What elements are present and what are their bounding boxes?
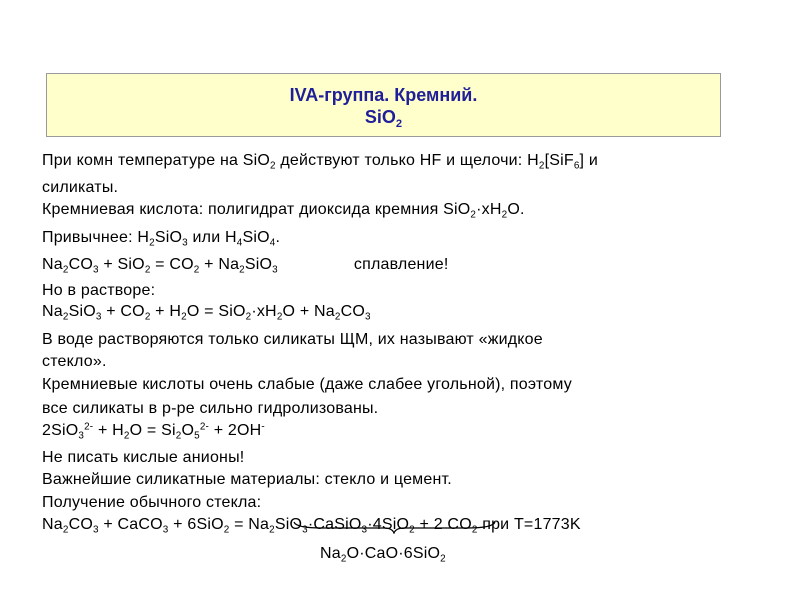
- text-run: SiO: [68, 303, 96, 320]
- text-run: + 2 CO: [414, 516, 472, 533]
- subscript: 2: [440, 553, 446, 565]
- subscript: 2: [181, 311, 187, 323]
- text-run: SiO: [242, 229, 270, 246]
- subscript: 2: [62, 264, 69, 276]
- subscript: 2: [239, 264, 245, 276]
- text-run: сплавление!: [353, 256, 449, 273]
- text-line: [42, 421, 265, 441]
- subscript: 6: [573, 160, 580, 172]
- subscript: 2: [245, 311, 252, 323]
- slide-title: IVA-группа. Кремний.: [289, 85, 478, 105]
- text-run: Но в растворе:: [42, 282, 156, 299]
- text-run: CO: [340, 303, 365, 320]
- text-line: [42, 352, 107, 372]
- subscript: 3: [365, 311, 371, 323]
- subscript: 4: [236, 237, 243, 249]
- text-run: При комн температуре на SiO: [42, 152, 271, 169]
- text-line: [42, 151, 598, 171]
- text-run: действуют только HF и щелочи: H: [275, 152, 539, 169]
- text-run: O = Si: [129, 422, 176, 439]
- subscript: 2: [62, 311, 69, 323]
- text-run: = CO: [150, 256, 194, 273]
- subscript: 3: [182, 237, 188, 249]
- text-line: [42, 330, 543, 350]
- subscript: 2: [123, 430, 130, 442]
- subscript: 2: [334, 311, 341, 323]
- text-run: = Na: [229, 516, 270, 533]
- text-line: [42, 178, 118, 198]
- text-run: + Na: [199, 256, 240, 273]
- superscript: -: [261, 421, 265, 433]
- text-run: Na: [42, 303, 63, 320]
- subscript: 5: [194, 430, 200, 442]
- text-run: Na: [42, 516, 63, 533]
- text-run: стекло».: [42, 353, 107, 370]
- text-run: SiO: [274, 516, 303, 533]
- subscript: 3: [302, 524, 308, 536]
- text-run: O.: [507, 201, 525, 218]
- subscript: 3: [95, 311, 102, 323]
- subscript: 4: [269, 237, 276, 249]
- subscript: 3: [272, 264, 278, 276]
- text-line: [42, 448, 244, 468]
- text-run: .: [275, 229, 281, 246]
- subscript: 2: [538, 160, 545, 172]
- subscript: 3: [92, 524, 99, 536]
- text-run: CO: [68, 256, 93, 273]
- text-run: O + Na: [282, 303, 335, 320]
- text-run: все силикаты в р-ре сильно гидролизованы.: [42, 400, 379, 417]
- subscript: 2: [175, 430, 182, 442]
- text-line: [42, 281, 155, 301]
- subscript: 2: [340, 553, 347, 565]
- subscript: 2: [471, 524, 478, 536]
- subtitle-base: SiO: [364, 107, 396, 127]
- text-run: Na: [320, 545, 341, 562]
- subscript: 3: [78, 430, 85, 442]
- text-run: SiO: [154, 229, 183, 246]
- text-run: O: [181, 422, 195, 439]
- text-run: ·xH: [476, 201, 502, 218]
- text-line: [42, 399, 378, 419]
- subscript: 3: [361, 524, 368, 536]
- text-run: + H: [150, 303, 182, 320]
- curly-brace-underline: [292, 520, 497, 534]
- text-run: [SiF: [544, 152, 574, 169]
- text-run: SiO: [244, 256, 273, 273]
- text-run: + 2OH: [209, 422, 262, 439]
- text-run: при T=1773K: [477, 516, 581, 533]
- subscript: 2: [62, 524, 69, 536]
- subscript: 2: [276, 311, 283, 323]
- text-run: В воде растворяются только силикаты ЩМ, их называют «жидкое: [42, 331, 543, 348]
- text-run: O·CaO·6SiO: [346, 545, 441, 562]
- text-line: [42, 200, 525, 220]
- text-run: ] и: [579, 152, 598, 169]
- subscript: 2: [409, 524, 415, 536]
- text-line: [42, 493, 261, 513]
- text-run: Na: [42, 256, 63, 273]
- title-box: [46, 73, 721, 137]
- subscript: 2: [470, 209, 477, 221]
- text-run: силикаты.: [42, 179, 119, 196]
- subscript: 3: [162, 524, 169, 536]
- subscript: 2: [269, 524, 275, 536]
- subscript: 2: [144, 311, 151, 323]
- text-run: + CO: [101, 303, 145, 320]
- text-run: Кремниевые кислоты очень слабые (даже слабее угольной), поэтому: [42, 376, 572, 393]
- text-run: CO: [68, 516, 93, 533]
- text-run: ·xH: [251, 303, 277, 320]
- subscript: 2: [223, 524, 230, 536]
- text-line: [320, 544, 446, 564]
- subscript: 2: [270, 160, 276, 172]
- superscript: 2-: [84, 421, 94, 433]
- subtitle-sub: 2: [395, 117, 403, 130]
- text-run: Важнейшие силикатные материалы: стекло и цемент.: [42, 471, 452, 488]
- subscript: 2: [149, 237, 155, 249]
- text-run: Кремниевая кислота: полигидрат диоксида кремния SiO: [42, 201, 471, 218]
- text-run: + H: [93, 422, 124, 439]
- text-run: ·4SiO: [367, 516, 410, 533]
- text-run: ·CaSiO: [307, 516, 362, 533]
- text-run: O = SiO: [186, 303, 246, 320]
- text-run: + 6SiO: [168, 516, 224, 533]
- text-line: [42, 302, 371, 322]
- text-run: + SiO: [98, 256, 145, 273]
- text-run: Получение обычного стекла:: [42, 494, 262, 511]
- subscript: 2: [501, 209, 508, 221]
- text-line: [42, 255, 448, 275]
- text-line: [42, 470, 452, 490]
- text-run: или H: [187, 229, 237, 246]
- slide-subtitle: [47, 106, 720, 128]
- text-line: [42, 228, 280, 248]
- text-run: Привычнее: H: [42, 229, 150, 246]
- text-run: 2SiO: [42, 422, 79, 439]
- subscript: 3: [92, 264, 99, 276]
- text-run: Не писать кислые анионы!: [42, 449, 245, 466]
- subscript: 2: [193, 264, 200, 276]
- text-line: [42, 375, 572, 395]
- superscript: 2-: [199, 421, 210, 433]
- text-run: + CaCO: [98, 516, 163, 533]
- subscript: 2: [144, 264, 151, 276]
